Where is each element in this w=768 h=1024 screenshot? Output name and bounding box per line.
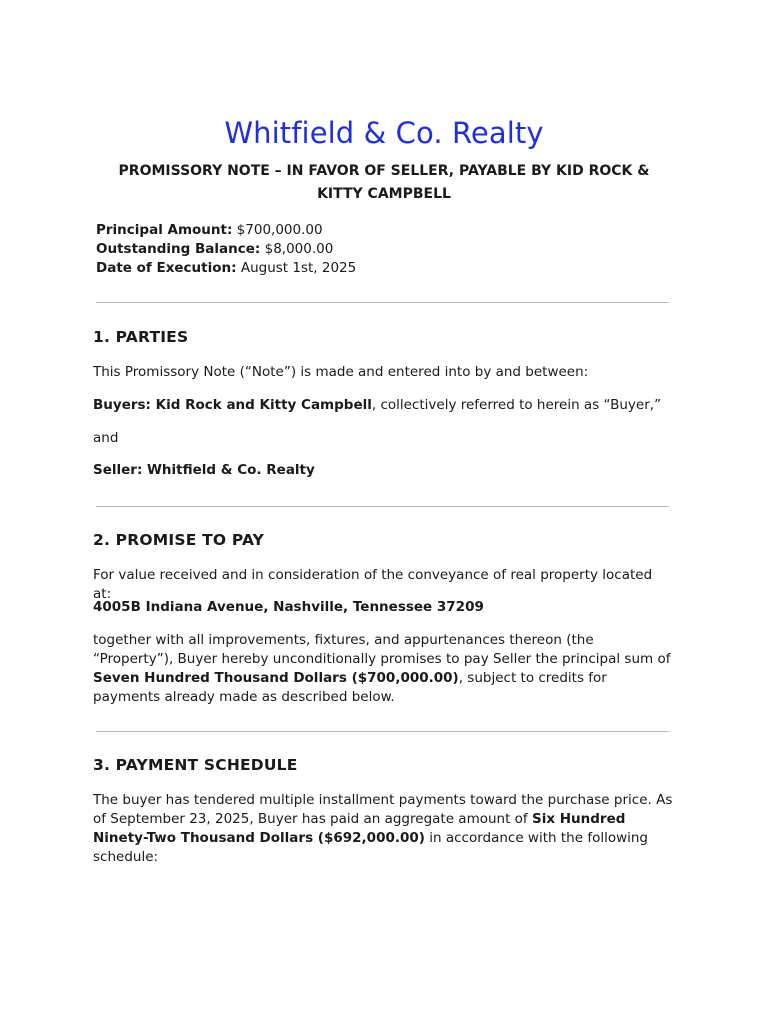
execution-date-label: Date of Execution: [96, 260, 237, 276]
promise-body [93, 631, 673, 707]
section-heading-promise-to-pay: 2. PROMISE TO PAY [93, 531, 265, 549]
aggregate-paid-amount: Six Hundred Ninety-Two Thousand Dollars ($692,000.00) [93, 811, 626, 846]
parties-buyers [93, 396, 673, 415]
promise-body-tail: , subject to credits for payments already made as described below. [93, 670, 607, 705]
parties-intro: This Promissory Note (“Note”) is made and entered into by and between: [93, 364, 589, 380]
document-title: PROMISSORY NOTE – IN FAVOR OF SELLER, PAYABLE BY KID ROCK & KITTY CAMPBELL [118, 163, 650, 202]
buyers-description: , collectively referred to herein as “Buyer,” [371, 397, 662, 413]
company-name: Whitfield & Co. Realty [224, 116, 544, 150]
principal-amount-row [96, 221, 356, 240]
seller-name: Seller: Whitfield & Co. Realty [93, 462, 315, 478]
execution-date-row [96, 259, 356, 278]
section-divider [96, 731, 669, 732]
parties-seller [93, 461, 673, 480]
outstanding-balance-label: Outstanding Balance: [96, 241, 261, 257]
payment-schedule-tail: in accordance with the following schedule: [93, 830, 649, 865]
promise-intro: For value received and in consideration of the conveyance of real property located at: [93, 567, 653, 602]
property-address-text: 4005B Indiana Avenue, Nashville, Tennessee 37209 [93, 599, 484, 615]
section-divider [96, 506, 669, 507]
property-address [93, 598, 673, 617]
outstanding-balance-value: $8,000.00 [260, 241, 334, 257]
payment-schedule-body [93, 791, 673, 867]
section-divider [96, 302, 669, 303]
note-summary [96, 221, 356, 278]
principal-amount-label: Principal Amount: [96, 222, 233, 238]
promise-body-text: together with all improvements, fixtures, and appurtenances thereon (the “Property”), Buyer hereby unconditionally promises to pay Seller the principal sum of [93, 632, 671, 667]
outstanding-balance-row [96, 240, 356, 259]
buyers-names: Buyers: Kid Rock and Kitty Campbell [93, 397, 372, 413]
section-heading-payment-schedule: 3. PAYMENT SCHEDULE [93, 756, 298, 774]
principal-amount-value: $700,000.00 [232, 222, 323, 238]
parties-and: and [93, 430, 119, 446]
section-heading-parties: 1. PARTIES [93, 328, 189, 346]
execution-date-value: August 1st, 2025 [236, 260, 357, 276]
principal-sum: Seven Hundred Thousand Dollars ($700,000.00) [93, 670, 459, 686]
payment-schedule-text: The buyer has tendered multiple installment payments toward the purchase price. As of September 23, 2025, Buyer has paid an aggregate amount of [93, 792, 673, 827]
